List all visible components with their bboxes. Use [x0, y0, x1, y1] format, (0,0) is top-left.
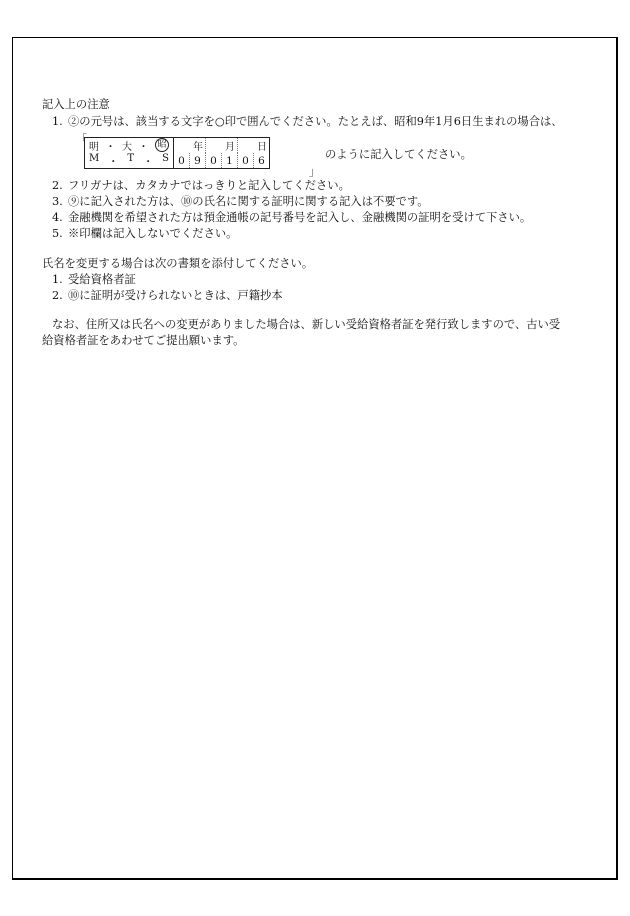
- name-change-item-2-num: 2.: [52, 289, 63, 302]
- name-change-item-1-text: 受給資格者証: [68, 273, 136, 286]
- era-m: M: [89, 153, 100, 164]
- era-dot: ・: [138, 142, 149, 153]
- name-change-item-1: [52, 273, 136, 287]
- example-suffix: のように記入してください。: [325, 148, 472, 161]
- era-taisho: 大: [122, 142, 132, 153]
- era-dot: ・: [143, 157, 154, 168]
- digit-day-1: 0: [238, 153, 254, 169]
- digit-year-2: 9: [190, 153, 206, 169]
- note-item-5-text: ※印欄は記入しないでください。: [68, 227, 238, 240]
- note-item-2: [52, 179, 350, 193]
- name-change-item-2-text: ⑩に証明が受けられないときは、戸籍抄本: [68, 289, 283, 302]
- era-s: S: [162, 153, 169, 164]
- digit-day-2: 6: [254, 153, 270, 169]
- note-item-3: [52, 195, 429, 209]
- era-cell: [85, 138, 174, 169]
- note-item-4: [52, 211, 531, 225]
- unit-day: 日: [238, 138, 270, 154]
- name-change-heading: 氏名を変更する場合は次の書類を添付してください。: [42, 257, 314, 270]
- name-change-item-1-num: 1.: [52, 273, 63, 286]
- example-open-bracket: 「: [76, 133, 87, 146]
- era-t: T: [127, 153, 135, 164]
- note-item-3-num: 3.: [52, 195, 63, 208]
- era-meiji: 明: [89, 142, 99, 153]
- note-item-1: [52, 115, 563, 129]
- unit-month: 月: [206, 138, 238, 154]
- closing-line-1: なお、住所又は氏名への変更がありました場合は、新しい受給資格者証を発行致しますので、古い受: [52, 318, 561, 331]
- digit-month-2: 1: [222, 153, 238, 169]
- example-close-bracket: 」: [309, 165, 320, 178]
- note-item-2-text: フリガナは、カタカナではっきりと記入してください。: [68, 179, 350, 192]
- era-dot: ・: [108, 157, 119, 168]
- note-item-2-num: 2.: [52, 179, 63, 192]
- era-showa-circled: 昭: [155, 138, 169, 152]
- note-item-5: [52, 227, 237, 241]
- name-change-item-2: [52, 289, 283, 303]
- notes-heading: 記入上の注意: [42, 98, 110, 111]
- note-item-5-num: 5.: [52, 227, 63, 240]
- digit-year-1: 0: [178, 154, 185, 167]
- digit-month-1: 0: [206, 153, 222, 169]
- note-item-1-num: 1.: [52, 115, 63, 128]
- date-example-box: [84, 137, 270, 169]
- note-item-3-text: ⑨に記入された方は、⑩の氏名に関する証明に関する記入は不要です。: [68, 195, 429, 208]
- note-item-4-num: 4.: [52, 211, 63, 224]
- closing-line-2: 給資格者証をあわせてご提出願います。: [42, 334, 245, 347]
- note-item-1-text: ②の元号は、該当する文字を○印で囲んでください。たとえば、昭和9年1月6日生まれの場合は、: [68, 115, 563, 128]
- unit-year: 年: [193, 142, 203, 153]
- era-row-latin: [85, 153, 173, 168]
- era-dot: ・: [105, 142, 116, 153]
- era-row-kanji: [85, 138, 173, 153]
- note-item-4-text: 金融機関を希望された方は預金通帳の記号番号を記入し、金融機関の証明を受けて下さい。: [68, 211, 532, 224]
